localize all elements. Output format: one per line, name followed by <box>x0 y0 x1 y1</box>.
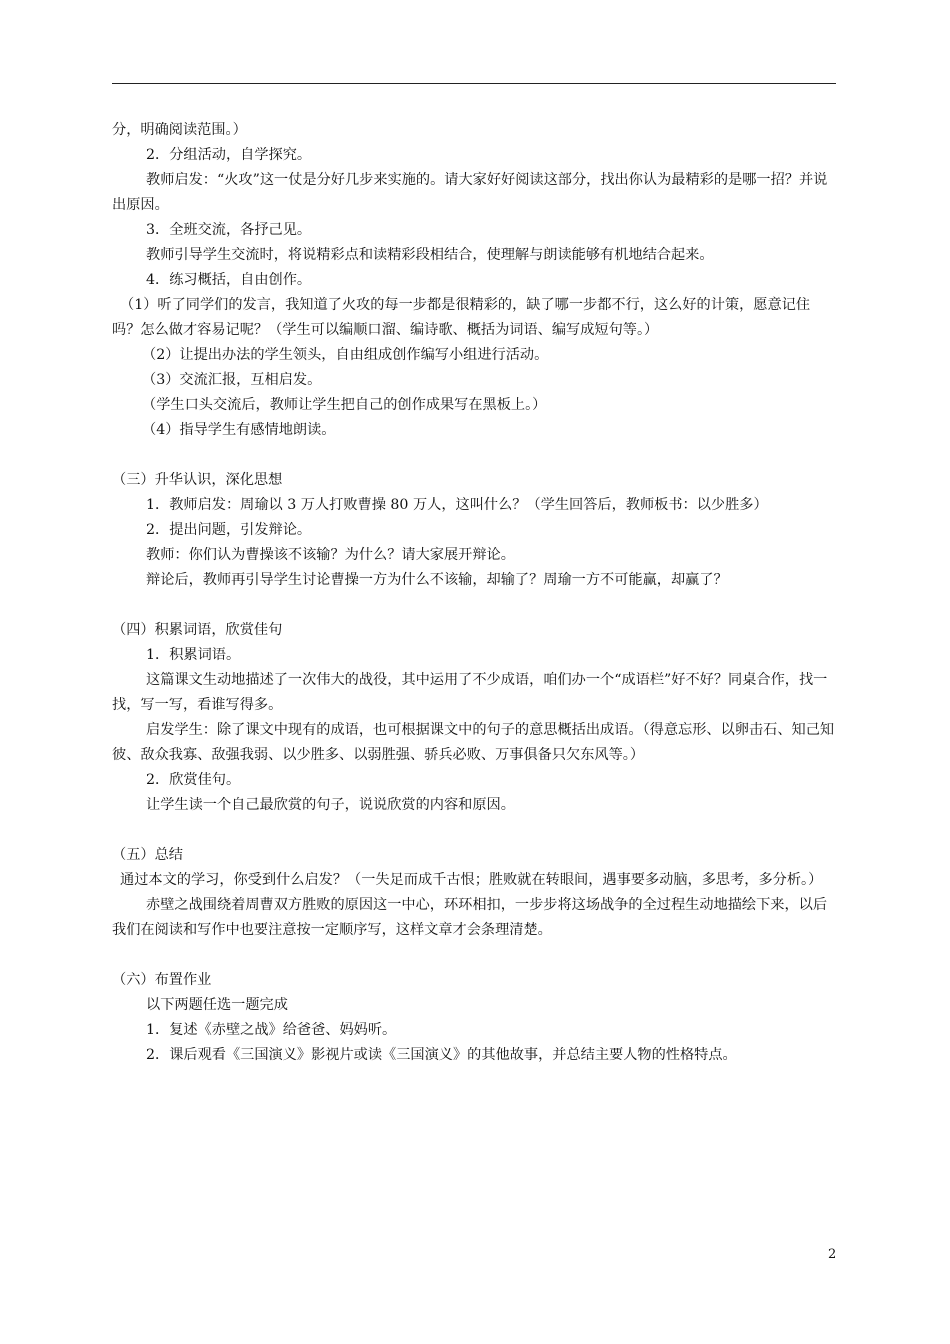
paragraph: （1）听了同学们的发言，我知道了火攻的每一步都是很精彩的，缺了哪一步都不行，这么好的计策，愿意记住吗？怎么做才容易记呢？（学生可以编顺口溜、编诗歌、概括为词语、编写成短句等。） <box>112 297 811 338</box>
paragraph: （2）让提出办法的学生领头，自由组成创作编写小组进行活动。 <box>142 347 549 363</box>
paragraph: 教师：你们认为曹操该不该输？为什么？请大家展开辩论。 <box>146 547 515 563</box>
spacer <box>112 443 838 468</box>
paragraph: 1．教师启发：周瑜以 3 万人打败曹操 80 万人，这叫什么？（学生回答后，教师板书：以少胜多） <box>146 497 768 513</box>
section-heading: （六）布置作业 <box>112 972 212 988</box>
paragraph: 4．练习概括，自由创作。 <box>146 272 312 288</box>
paragraph: 辩论后，教师再引导学生讨论曹操一方为什么不该输，却输了？周瑜一方不可能赢，却赢了？ <box>146 572 728 588</box>
paragraph: 以下两题任选一题完成 <box>146 997 288 1013</box>
section-heading: （五）总结 <box>112 847 183 863</box>
paragraph: 通过本文的学习，你受到什么启发？（一失足而成千古恨；胜败就在转眼间，遇事要多动脑，多思考，多分析。） <box>120 872 823 888</box>
document-body <box>112 118 838 1068</box>
spacer <box>112 593 838 618</box>
paragraph: 2．提出问题，引发辩论。 <box>146 522 312 538</box>
paragraph: 3．全班交流，各抒己见。 <box>146 222 312 238</box>
paragraph: 让学生读一个自己最欣赏的句子，说说欣赏的内容和原因。 <box>146 797 515 813</box>
section-heading: （四）积累词语，欣赏佳句 <box>112 622 283 638</box>
paragraph: 2．分组活动，自学探究。 <box>146 147 312 163</box>
paragraph: 教师引导学生交流时，将说精彩点和读精彩段相结合，使理解与朗读能够有机地结合起来。 <box>146 247 714 263</box>
header-rule <box>112 83 836 84</box>
paragraph: （3）交流汇报，互相启发。 <box>142 372 322 388</box>
paragraph: 教师启发：“火攻”这一仗是分好几步来实施的。请大家好好阅读这部分，找出你认为最精彩的是哪一招？并说出原因。 <box>112 172 828 213</box>
paragraph: 1．复述《赤壁之战》给爸爸、妈妈听。 <box>146 1022 397 1038</box>
section-heading: （三）升华认识，深化思想 <box>112 472 283 488</box>
paragraph: 2．课后观看《三国演义》影视片或读《三国演义》的其他故事，并总结主要人物的性格特点。 <box>146 1047 737 1063</box>
paragraph: 分，明确阅读范围。） <box>112 122 247 138</box>
paragraph: 启发学生：除了课文中现有的成语，也可根据课文中的句子的意思概括出成语。（得意忘形、以卵击石、知己知彼、敌众我寡、敌强我弱、以少胜多、以弱胜强、骄兵必败、万事俱备只欠东风等。） <box>112 722 835 763</box>
page-number: 2 <box>828 1247 837 1262</box>
paragraph: （学生口头交流后，教师让学生把自己的创作成果写在黑板上。） <box>142 397 547 413</box>
paragraph: 这篇课文生动地描述了一次伟大的战役，其中运用了不少成语，咱们办一个“成语栏”好不好？同桌合作，找一找，写一写，看谁写得多。 <box>112 672 828 713</box>
paragraph: 2．欣赏佳句。 <box>146 772 241 788</box>
spacer <box>112 818 838 843</box>
paragraph: （4）指导学生有感情地朗读。 <box>142 422 336 438</box>
paragraph: 1．积累词语。 <box>146 647 241 663</box>
paragraph: 赤壁之战围绕着周曹双方胜败的原因这一中心，环环相扣，一步步将这场战争的全过程生动地描绘下来，以后我们在阅读和写作中也要注意按一定顺序写，这样文章才会条理清楚。 <box>112 897 828 938</box>
spacer <box>112 943 838 968</box>
